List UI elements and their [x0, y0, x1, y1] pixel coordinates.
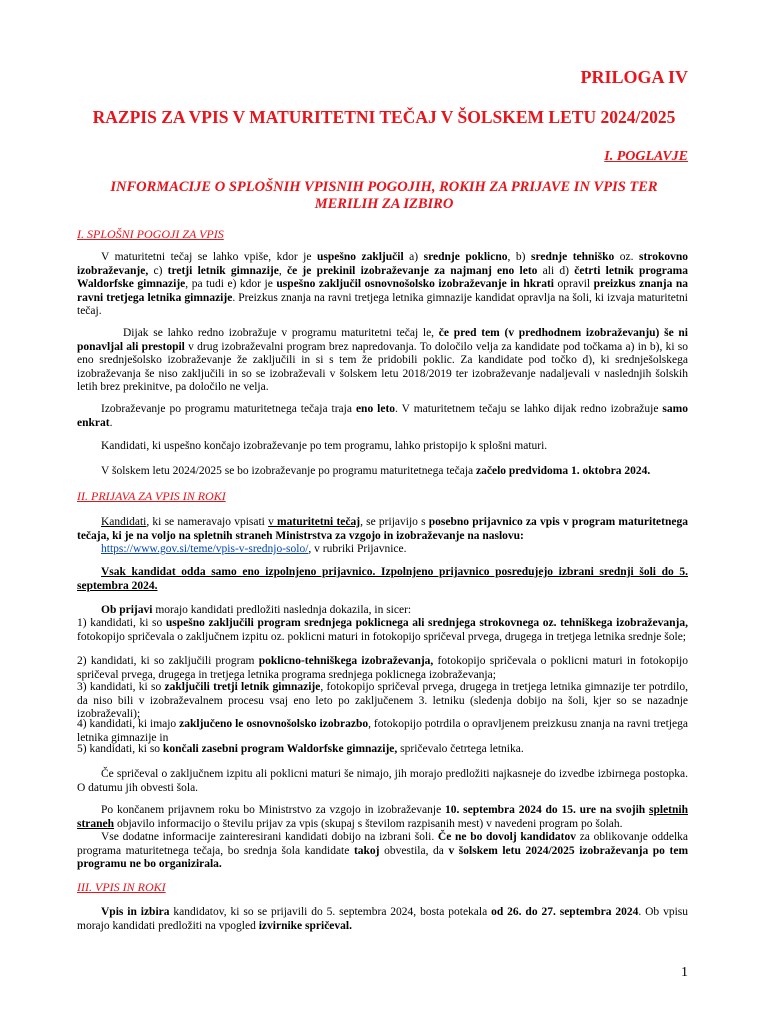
info-title: INFORMACIJE O SPLOŠNIH VPISNIH POGOJIH, ROKIH ZA PRIJAVE IN VPIS TER MERILIH ZA IZBIRO: [110, 179, 658, 212]
paragraph-regular-education: Dijak se lahko redno izobražuje v programu maturitetni tečaj le, če pred tem (v predhodnem izobraževanju) še ni ponavljal ali prestopil v drug izobraževalni program brez napredovanja. To določilo velja za kandidate pod točkama a) in b), ki so eno srednješolsko izobraževanje že zaključili in si s tem že pridobili poklic. Za kandidate pod točko d), ki srednješolskega izobraževanja še niso zaključili in so se izobraževali v šolskem letu 2018/2019 ter izobraževanje nadaljevali v naslednjih šolskih letih brez prekinitve, pa določilo ne velja.: [77, 327, 689, 394]
paragraph-one-application: Vsak kandidat odda samo eno izpolnjeno prijavnico. Izpolnjeno prijavnico posredujejo izbrani srednji šoli do 5. septembra 2024.: [77, 566, 688, 592]
list-item-documents-2: 2) kandidati, ki so zaključili program poklicno-tehniškega izobraževanja, fotokopijo spričevala o poklicni maturi in fotokopijo spričeval prvega, drugega in tretjega letnika programa srednjega poklicnega izobraževanja;: [77, 655, 688, 681]
paragraph-documents-intro: Ob prijavi morajo kandidati predložiti naslednja dokazila, in sicer:: [101, 604, 412, 616]
paragraph-matura: Kandidati, ki uspešno končajo izobraževanje po tem programu, lahko pristopijo k splošni maturi.: [101, 440, 548, 452]
paragraph-enrolment-dates: Vpis in izbira kandidatov, ki so se prijavili do 5. septembra 2024, bosta potekala od 26. do 27. septembra 2024. Ob vpisu morajo kandidati predložiti na vpogled izvirnike spričeval.: [77, 906, 688, 932]
list-item-documents-1: 1) kandidati, ki so uspešno zaključili program srednjega poklicnega ali srednjega strokovnega oz. tehniškega izobraževanja, fotokopijo spričevala o zaključnem izpitu oz. poklicni maturi in fotokopijo spričeval prvega, drugega in tretjega letnika srednje šole;: [77, 617, 688, 643]
paragraph-application-form: Kandidati, ki se nameravajo vpisati v maturitetni tečaj, se prijavijo s posebno prijavnico za vpis v program maturitetnega tečaja, ki je na voljo na spletnih straneh Ministrstva za vzgojo in izobraževanje na naslovu: https://www.gov.si/teme/vpis-v-srednjo-solo/, v rubriki Prijavnice.: [77, 516, 688, 556]
application-link[interactable]: https://www.gov.si/teme/vpis-v-srednjo-solo/: [101, 543, 309, 556]
paragraph-late-certificates: Če spričeval o zaključnem izpitu ali poklicni maturi še nimajo, jih morajo predložiti najkasneje do izvedbe izbirnega postopka. O datumu jih obvesti šola.: [77, 768, 688, 794]
section-heading-application: II. PRIJAVA ZA VPIS IN ROKI: [77, 489, 226, 503]
annex-label: PRILOGA IV: [580, 67, 688, 87]
list-item-documents-4: 4) kandidati, ki imajo zaključeno le osnovnošolsko izobrazbo, fotokopijo potrdila o opravljenem preizkusu znanja na ravni tretjega letnika gimnazije in: [77, 718, 688, 744]
document-title: RAZPIS ZA VPIS V MATURITETNI TEČAJ V ŠOLSKEM LETU 2024/2025: [92, 107, 676, 127]
paragraph-start-date: V šolskem letu 2024/2025 se bo izobraževanje po programu maturitetnega tečaja začelo predvidoma 1. oktobra 2024.: [101, 465, 651, 477]
list-item-documents-3: 3) kandidati, ki so zaključili tretji letnik gimnazije, fotokopijo spričeval prvega, drugega in tretjega letnika gimnazije ter potrdilo, da niso bili v izobraževalnem procesu vsaj eno leto po zaključenem 3. letniku (sledenja dobijo na šoli, kjer so se nazadnje izobraževali);: [77, 681, 688, 721]
section-heading-enrolment: III. VPIS IN ROKI: [77, 880, 166, 894]
chapter-label: I. POGLAVJE: [604, 149, 688, 164]
paragraph-enrolment-conditions: V maturitetni tečaj se lahko vpiše, kdor je uspešno zaključil a) srednje poklicno, b) srednje tehniško oz. strokovno izobraževanje, c) tretji letnik gimnazije, če je prekinil izobraževanje za najmanj eno leto ali d) četrti letnik programa Waldorfske gimnazije, pa tudi e) kdor je uspešno zaključil osnovnošolsko izobraževanje in hkrati opravil preizkus znanja na ravni tretjega letnika gimnazije. Preizkus znanja na ravni tretjega letnika gimnazije kandidat opravlja na šoli, ki izvaja maturitetni tečaj.: [77, 251, 689, 318]
section-heading-general-conditions: I. SPLOŠNI POGOJI ZA VPIS: [77, 227, 224, 241]
paragraph-additional-info: Vse dodatne informacije zainteresirani kandidati dobijo na izbrani šoli. Če ne bo dovolj kandidatov za oblikovanje oddelka programa maturitetnega tečaja, bo srednja šola kandidate takoj obvestila, da v šolskem letu 2024/2025 izobraževanja po tem programu ne bo organizirala.: [77, 831, 689, 871]
paragraph-ministry-publication: Po končanem prijavnem roku bo Ministrstvo za vzgojo in izobraževanje 10. septembra 2024 do 15. ure na svojih spletnih straneh objavilo informacijo o številu prijav za vpis (skupaj s številom razpisanih mest) v navedeni program po šolah.: [77, 804, 688, 830]
paragraph-duration: Izobraževanje po programu maturitetnega tečaja traja eno leto. V maturitetnem tečaju se lahko dijak redno izobražuje samo enkrat.: [77, 403, 688, 429]
page-number: 1: [681, 965, 688, 980]
list-item-documents-5: 5) kandidati, ki so končali zasebni program Waldorfske gimnazije, spričevalo četrtega letnika.: [77, 743, 524, 755]
